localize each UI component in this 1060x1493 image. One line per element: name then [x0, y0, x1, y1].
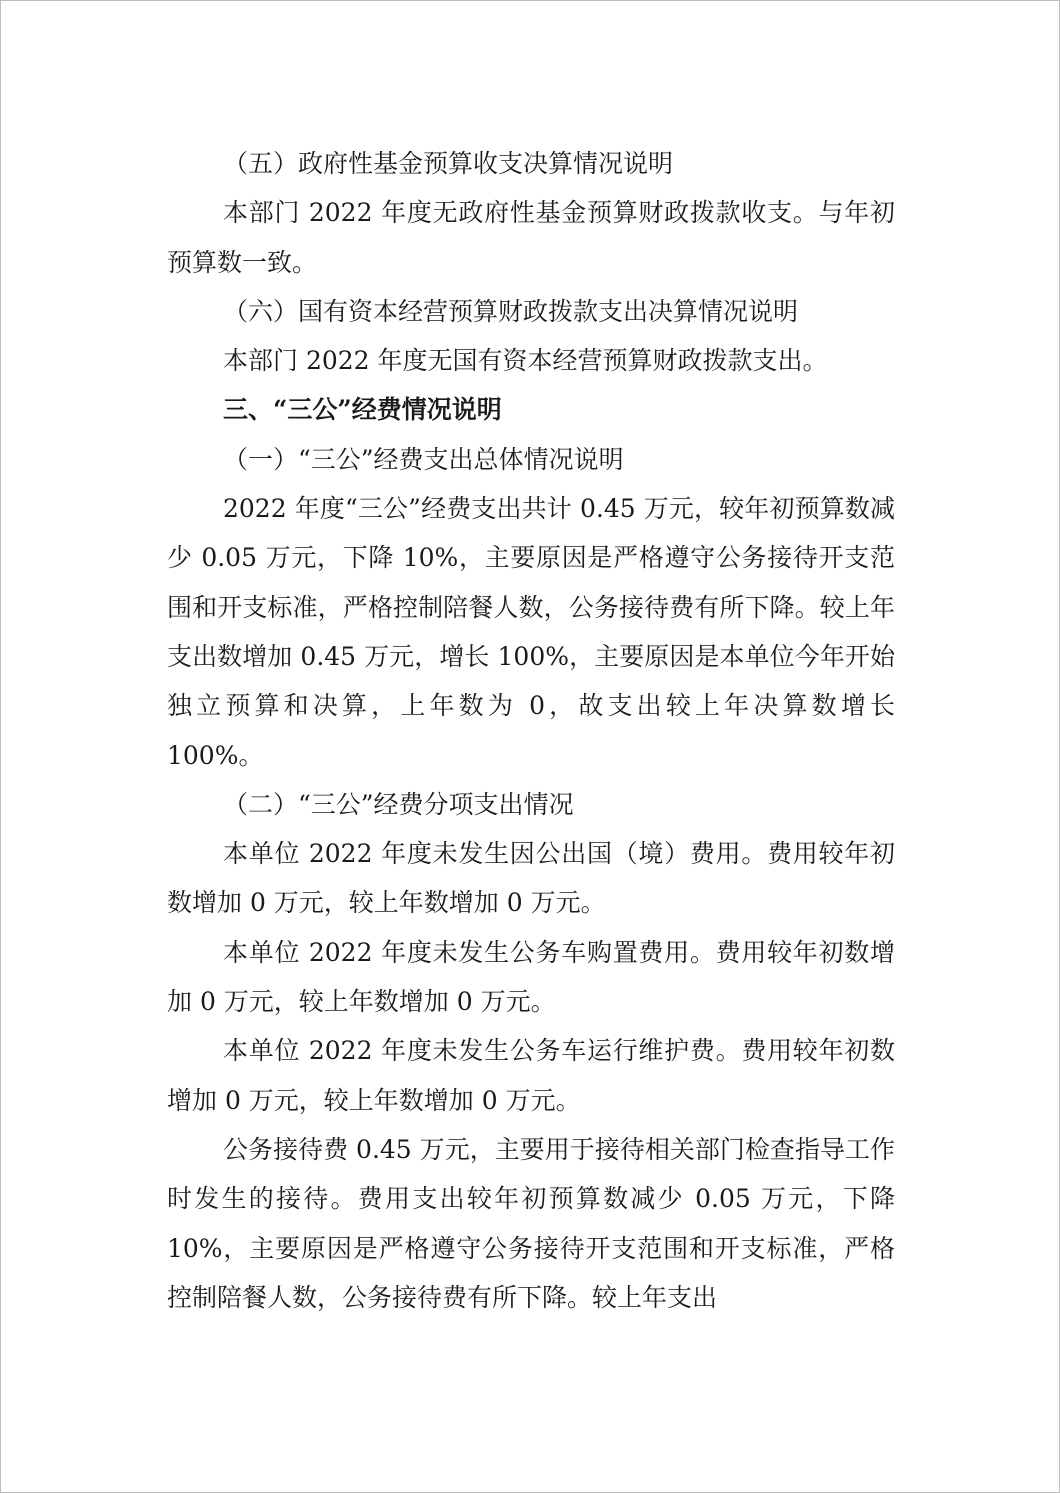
section-heading-one: （一）“三公”经费支出总体情况说明: [223, 444, 624, 474]
body-paragraph: 本单位 2022 年度未发生公务车运行维护费。费用较年初数增加 0 万元，较上年数增加 0 万元。: [167, 1036, 895, 1115]
section-heading-two: （二）“三公”经费分项支出情况: [223, 789, 574, 819]
chapter-heading-three: 三、“三公”经费情况说明: [223, 395, 502, 425]
body-paragraph: 2022 年度“三公”经费支出共计 0.45 万元，较年初预算数减少 0.05 万元，下降 10%，主要原因是严格遵守公务接待开支范围和开支标准，严格控制陪餐人数，公务接待费有所下降。较上年支出数增加 0.45 万元，增长 100%，主要原因是本单位今年开始独立预算和决算，上年数为 0，故支出较上年决算数增长 100%。: [167, 494, 895, 770]
body-paragraph: 本部门 2022 年度无政府性基金预算财政拨款收支。与年初预算数一致。: [167, 198, 895, 277]
section-heading-five: （五）政府性基金预算收支决算情况说明: [223, 149, 674, 178]
document-body: [167, 139, 895, 1322]
body-paragraph: 本单位 2022 年度未发生因公出国（境）费用。费用较年初数增加 0 万元，较上年数增加 0 万元。: [167, 839, 895, 918]
body-paragraph: 本单位 2022 年度未发生公务车购置费用。费用较年初数增加 0 万元，较上年数增加 0 万元。: [167, 937, 895, 1017]
section-heading-six: （六）国有资本经营预算财政拨款支出决算情况说明: [223, 296, 799, 326]
body-paragraph: 本部门 2022 年度无国有资本经营预算财政拨款支出。: [223, 346, 828, 376]
body-paragraph: 公务接待费 0.45 万元，主要用于接待相关部门检查指导工作时发生的接待。费用支出较年初预算数减少 0.05 万元，下降 10%，主要原因是严格遵守公务接待开支范围和开支标准，严格控制陪餐人数，公务接待费有所下降。较上年支出: [167, 1134, 895, 1312]
